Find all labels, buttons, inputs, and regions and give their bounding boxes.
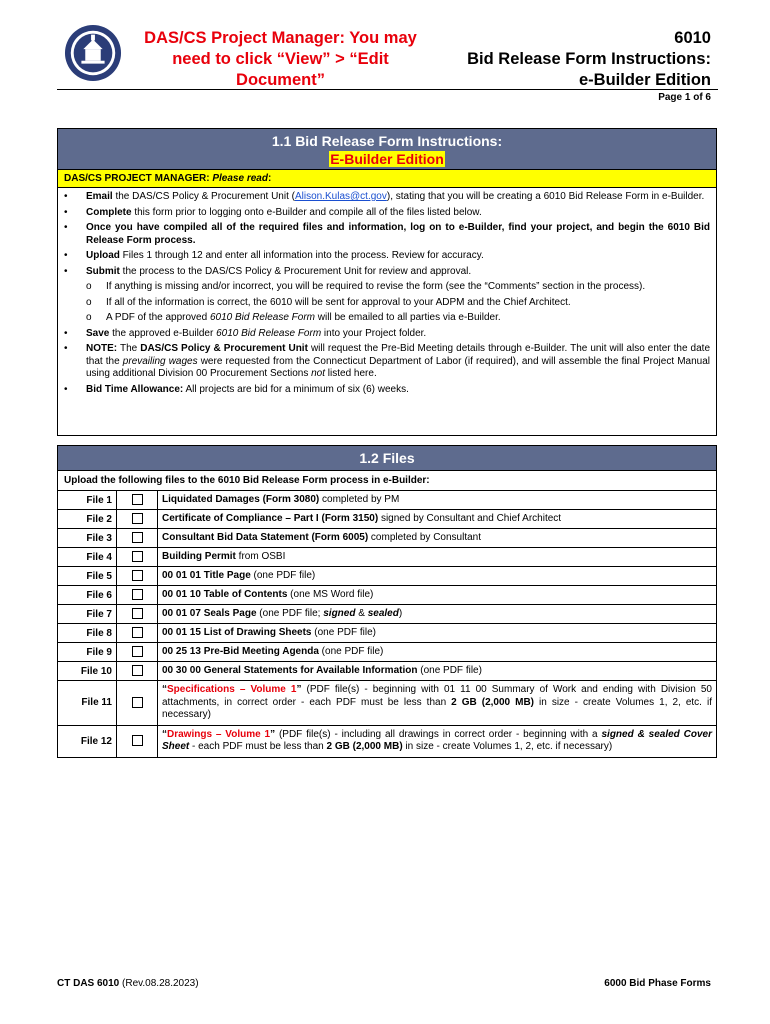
state-seal-logo xyxy=(64,24,122,82)
table-row xyxy=(58,510,716,529)
list-item: • Complete this form prior to logging onto e-Builder and compile all of the files listed below. xyxy=(58,207,716,220)
sub-list-item: o If anything is missing and/or incorrect, you will be required to revise the form (see the “Comments” section in the process). xyxy=(86,281,710,294)
file-label: File 6 xyxy=(58,586,117,605)
file-checkbox[interactable] xyxy=(132,646,143,657)
table-row xyxy=(58,643,716,662)
table-row xyxy=(58,567,716,586)
list-item: • Upload Files 1 through 12 and enter all information into the process. Review for accuracy. xyxy=(58,250,716,263)
please-read-bar: DAS/CS PROJECT MANAGER: Please read: xyxy=(58,169,716,188)
footer-form-id: CT DAS 6010 (Rev.08.28.2023) xyxy=(57,978,199,989)
file-description: 00 01 15 List of Drawing Sheets (one PDF file) xyxy=(158,624,717,643)
file-label: File 9 xyxy=(58,643,117,662)
list-item: • NOTE: The DAS/CS Policy & Procurement Unit will request the Pre-Bid Meeting details through e-Builder. The unit will also enter the date that the prevailing wages were requested from the Connecticut Department of Labor (if required), and will assemble the final Project Manual using additional Division 00 Procurement Sections not listed here. xyxy=(58,343,716,381)
form-edition: e-Builder Edition xyxy=(579,71,711,89)
file-description: 00 25 13 Pre-Bid Meeting Agenda (one PDF file) xyxy=(158,643,717,662)
file-description: 00 30 00 General Statements for Available Information (one PDF file) xyxy=(158,662,717,681)
file-checkbox[interactable] xyxy=(132,697,143,708)
file-checkbox[interactable] xyxy=(132,589,143,600)
file-checkbox[interactable] xyxy=(132,665,143,676)
file-label: File 8 xyxy=(58,624,117,643)
table-row xyxy=(58,491,716,510)
file-label: File 11 xyxy=(58,681,117,726)
file-description: Consultant Bid Data Statement (Form 6005) completed by Consultant xyxy=(158,529,717,548)
list-item: • Bid Time Allowance: All projects are bid for a minimum of six (6) weeks. xyxy=(58,384,716,397)
table-row xyxy=(58,662,716,681)
table-row xyxy=(58,624,716,643)
file-description: “Specifications – Volume 1” (PDF file(s) - beginning with 01 11 00 Summary of Work and ending with Division 50 attachments, in correct order - each PDF must be less than 2 GB (2,000 MB) in size - create Volumes 1, 2, etc. if necessary) xyxy=(158,681,717,726)
table-row xyxy=(58,725,716,757)
files-section-title: 1.2 Files xyxy=(58,446,716,470)
page-number: Page 1 of 6 xyxy=(658,92,711,103)
table-row xyxy=(58,529,716,548)
table-row xyxy=(58,605,716,624)
file-checkbox[interactable] xyxy=(132,735,143,746)
file-label: File 10 xyxy=(58,662,117,681)
section-instructions xyxy=(57,128,717,436)
file-checkbox[interactable] xyxy=(132,570,143,581)
form-number: 6010 xyxy=(674,29,711,47)
files-table xyxy=(58,490,716,757)
file-checkbox[interactable] xyxy=(132,551,143,562)
file-label: File 2 xyxy=(58,510,117,529)
list-item: • Email the DAS/CS Policy & Procurement Unit (Alison.Kulas@ct.gov), stating that you will be creating a 6010 Bid Release Form in e-Builder. xyxy=(58,191,716,204)
file-checkbox[interactable] xyxy=(132,532,143,543)
file-label: File 4 xyxy=(58,548,117,567)
file-checkbox[interactable] xyxy=(132,494,143,505)
file-label: File 5 xyxy=(58,567,117,586)
footer-category: 6000 Bid Phase Forms xyxy=(604,978,711,989)
table-row xyxy=(58,548,716,567)
header-divider xyxy=(57,89,718,90)
file-label: File 3 xyxy=(58,529,117,548)
sub-list-item: o If all of the information is correct, the 6010 will be sent for approval to your ADPM and the Chief Architect. xyxy=(86,297,710,310)
file-description: 00 01 01 Title Page (one PDF file) xyxy=(158,567,717,586)
file-label: File 7 xyxy=(58,605,117,624)
section-files xyxy=(57,445,717,758)
file-description: 00 01 07 Seals Page (one PDF file; signed & sealed) xyxy=(158,605,717,624)
section-subtitle: E-Builder Edition xyxy=(330,151,444,167)
form-title-text: Bid Release Form Instructions: xyxy=(467,50,711,68)
sub-list-item: o A PDF of the approved 6010 Bid Release Form will be emailed to all parties via e-Builder. xyxy=(86,312,710,325)
instruction-list xyxy=(58,191,716,396)
file-description: Certificate of Compliance – Part I (Form 3150) signed by Consultant and Chief Architect xyxy=(158,510,717,529)
list-item: • Save the approved e-Builder 6010 Bid Release Form into your Project folder. xyxy=(58,328,716,341)
file-label: File 12 xyxy=(58,725,117,757)
list-item: • Once you have compiled all of the required files and information, log on to e-Builder, find your project, and begin the 6010 Bid Release Form process. xyxy=(58,222,716,247)
file-description: Building Permit from OSBI xyxy=(158,548,717,567)
table-row xyxy=(58,681,716,726)
file-description: Liquidated Damages (Form 3080) completed by PM xyxy=(158,491,717,510)
upload-instructions: Upload the following files to the 6010 Bid Release Form process in e-Builder: xyxy=(58,470,716,490)
list-item: • Submit the process to the DAS/CS Policy & Procurement Unit for review and approval. o If anything is missing and/or incorrect, you will be required to revise the form (see the “Comments” section in the process). o If all of the information is correct, the 6010 will be sent for approval to your ADPM and the Chief Architect. o A PDF of the approved 6010 Bid Release Form will be emailed to all parties via e-Builder. xyxy=(58,266,716,325)
form-title xyxy=(411,28,711,91)
file-checkbox[interactable] xyxy=(132,608,143,619)
section-header xyxy=(58,129,716,169)
file-description: 00 01 10 Table of Contents (one MS Word file) xyxy=(158,586,717,605)
email-link[interactable]: Alison.Kulas@ct.gov xyxy=(294,191,387,202)
file-label: File 1 xyxy=(58,491,117,510)
file-checkbox[interactable] xyxy=(132,627,143,638)
table-row xyxy=(58,586,716,605)
edit-document-notice: DAS/CS Project Manager: You may need to click “View” > “Edit Document” xyxy=(144,29,417,89)
section-title: 1.1 Bid Release Form Instructions: xyxy=(271,133,503,149)
file-description: “Drawings – Volume 1” (PDF file(s) - including all drawings in correct order - beginning with a signed & sealed Cover Sheet - each PDF must be less than 2 GB (2,000 MB) in size - create Volumes 1, 2, etc. if necessary) xyxy=(158,725,717,757)
file-checkbox[interactable] xyxy=(132,513,143,524)
